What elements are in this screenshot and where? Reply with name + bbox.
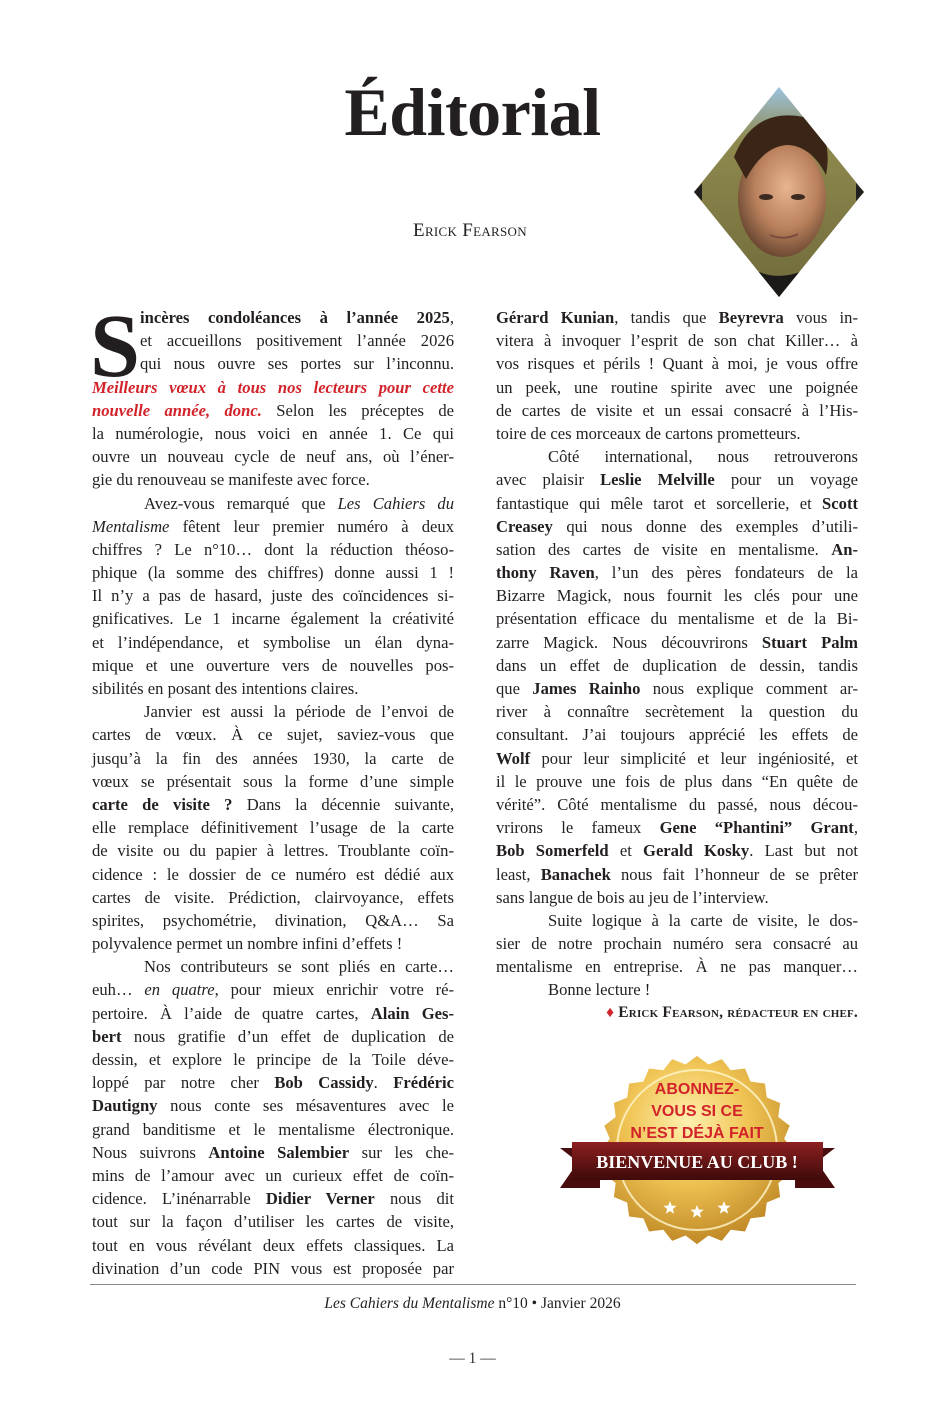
text-line [496, 631, 858, 654]
text-run: gie du renouveau se manifeste avec force. [92, 470, 370, 490]
text-run: , [853, 818, 858, 838]
text-run: un peek, une routine spirite avec une poignée [496, 377, 858, 397]
text-run: et l’indépendance, et symbolise un élan dyna- [92, 632, 454, 652]
left-column [90, 297, 455, 1280]
text-run: , l’un des pères fondateurs de la [594, 563, 858, 583]
badge-line-1: ABONNEZ- [654, 1081, 740, 1098]
text-line [92, 909, 454, 932]
text-line [496, 607, 858, 630]
bold-text: Bob Cassidy [274, 1073, 374, 1093]
text-line [92, 932, 454, 955]
bold-text: Bob Somerfeld [496, 841, 609, 861]
bold-text: James Rainho [532, 679, 641, 698]
text-line [496, 399, 858, 422]
page-title: Éditorial [344, 74, 601, 150]
text-run: chiffres ? Le n°10… dont la réduction théoso- [92, 539, 454, 559]
italic-text: en quatre [144, 980, 215, 1000]
diamond-icon: ♦ [606, 1004, 615, 1021]
text-run: euh… [92, 980, 145, 1000]
text-run: . Last but not [749, 841, 858, 861]
text-run: la numérologie, nous voici en année 1. Ce qui [92, 423, 454, 443]
bold-text: Gerald Kosky [643, 841, 750, 861]
text-line [496, 909, 858, 932]
magazine-name: Les Cahiers du Mentalisme [324, 1295, 495, 1312]
text-line [496, 561, 858, 584]
highlight-text: nouvelle année, donc. [92, 400, 262, 420]
text-line [496, 445, 858, 468]
text-run: tout sur la façon d’utiliser les cartes de visite, [92, 1212, 454, 1232]
bold-text: Alain Ges- [370, 1003, 454, 1023]
text-run: Janvier est aussi la période de l’envoi de [144, 702, 454, 722]
signature [496, 1004, 858, 1022]
text-line [496, 492, 858, 515]
text-run: sation des cartes de visite en mentalisme. [496, 539, 832, 559]
text-run: least, [496, 864, 541, 884]
drop-cap: S [90, 297, 141, 396]
text-run: Il n’y a pas de hasard, juste des coïncidences si- [92, 586, 454, 606]
text-run: et accueillons positivement l’année 2026 [140, 331, 454, 351]
text-run: pertoire. À l’aide de quatre cartes, [92, 1003, 371, 1023]
text-run: jusqu’à la fin des années 1930, la carte de [92, 748, 454, 768]
author-byline: Erick Fearson [413, 220, 527, 241]
text-line [92, 700, 454, 723]
text-line [92, 747, 454, 770]
text-line [92, 631, 454, 654]
text-line [92, 538, 454, 561]
text-run: sier de notre prochain numéro sera consacré au [496, 934, 858, 954]
text-run: Côté international, nous retrouverons [548, 447, 858, 467]
text-line [92, 863, 454, 886]
text-line [496, 515, 858, 538]
text-run: Suite logique à la carte de visite, le dos- [548, 910, 858, 930]
text-run: et [608, 841, 644, 861]
text-line [92, 723, 454, 746]
bold-text: Dautigny [92, 1096, 158, 1116]
text-line [496, 422, 858, 445]
text-line [496, 747, 858, 770]
bold-text: Antoine Salembier [208, 1142, 350, 1162]
text-line [92, 793, 454, 816]
text-line [92, 422, 454, 445]
bold-text: carte de visite ? [92, 794, 233, 814]
text-line [496, 932, 858, 955]
text-run: , [449, 308, 454, 327]
text-line [92, 561, 454, 584]
text-run: sans langue de bois au jeu de l’interview. [496, 887, 769, 907]
text-run: Avez-vous remarqué que [144, 493, 338, 513]
bold-text: Banachek [540, 864, 611, 884]
text-run: de cartes de visite et un essai consacré à l’His- [496, 400, 858, 420]
text-line [92, 1164, 454, 1187]
text-line [92, 1234, 454, 1257]
text-line [92, 306, 454, 329]
text-line [496, 306, 858, 329]
text-run: sibilités en posant des intentions claires. [92, 679, 359, 698]
text-run: tout en vous révélant deux effets classiques. La [92, 1235, 454, 1255]
bold-text: An- [831, 539, 858, 559]
text-run: gnificatives. Le 1 incarne également la créativité [92, 609, 454, 629]
text-line [496, 376, 858, 399]
text-line [92, 654, 454, 677]
text-run: river à connaître secrètement la question du [496, 702, 858, 722]
text-run: sur les che- [349, 1142, 455, 1162]
text-run: cidence : le dossier de ce numéro est dédié aux [92, 864, 454, 884]
text-line [92, 376, 454, 399]
text-run: . [373, 1073, 394, 1093]
text-line [496, 538, 858, 561]
text-run: toire de ces morceaux de cartons prometteurs. [496, 423, 801, 443]
page-number: — 1 — [449, 1350, 496, 1367]
text-line [92, 1118, 454, 1141]
text-line [92, 492, 454, 515]
highlight-text: Meilleurs vœux à tous nos lecteurs pour cette [92, 377, 454, 397]
text-line [92, 978, 454, 1001]
text-run: elle remplace définitivement l’usage de la carte [92, 818, 454, 838]
text-run: pour leur simplicité et leur ingéniosité, et [530, 748, 858, 768]
text-run: dans un effet de duplication de dessin, tandis [496, 655, 858, 675]
text-line [92, 515, 454, 538]
text-line [92, 352, 454, 375]
text-line [92, 1094, 454, 1117]
text-run: loppé par notre cher [92, 1073, 275, 1093]
text-run: grand banditisme et le mentalisme électronique. [92, 1119, 454, 1139]
text-run: , pour mieux enrichir votre ré- [214, 980, 454, 1000]
text-run: nous gratifie d’un effet de duplication de [121, 1026, 454, 1046]
bold-text: Beyrevra [718, 308, 784, 327]
text-line [92, 399, 454, 422]
text-line [92, 1025, 454, 1048]
text-line [496, 700, 858, 723]
text-run: de visite ou du papier à lettres. Troublante coïn- [92, 841, 454, 861]
bold-text: Didier Verner [265, 1189, 375, 1209]
text-run: Dans la décennie suivante, [232, 794, 454, 814]
text-line [496, 863, 858, 886]
text-run: fantastique qui mêle tarot et sorcellerie, et [496, 493, 823, 513]
footer-rule [90, 1284, 856, 1285]
text-line [92, 329, 454, 352]
text-line [92, 445, 454, 468]
text-run: qui nous donne des exemples d’utili- [552, 516, 858, 536]
bold-text: Gérard Kunian [496, 308, 615, 327]
text-line [496, 723, 858, 746]
author-portrait [694, 87, 864, 297]
text-line [92, 468, 454, 491]
bold-text: bert [92, 1026, 122, 1046]
text-run: nous explique comment ar- [640, 679, 858, 698]
text-run: dessin, et explore le principe de la Toile déve- [92, 1050, 454, 1069]
badge-line-3: N’EST DÉJÀ FAIT [630, 1125, 764, 1142]
text-line [496, 839, 858, 862]
bold-text: Wolf [496, 748, 531, 768]
text-line [92, 886, 454, 909]
text-line [92, 677, 454, 700]
text-run: pour un voyage [714, 470, 858, 490]
text-run: Selon les préceptes de [261, 400, 454, 420]
italic-text: Les Cahiers du [337, 493, 454, 513]
text-run: mins de l’amour avec un curieux effet de coïn- [92, 1165, 454, 1185]
bold-text: thony Raven [496, 563, 595, 583]
text-line [496, 886, 858, 909]
text-line [92, 816, 454, 839]
text-run: nous conte ses mésaventures avec le [157, 1096, 454, 1116]
text-run: mentalisme en entreprise. À ne pas manquer… [496, 957, 858, 977]
text-run: vrirons le fameux [496, 818, 660, 838]
text-line [92, 1210, 454, 1233]
text-line [92, 1187, 454, 1210]
text-run: fêtent leur premier numéro à deux [169, 516, 454, 536]
text-line [496, 468, 858, 491]
text-line [92, 607, 454, 630]
text-run: , tandis que [614, 308, 719, 327]
text-line [496, 816, 858, 839]
text-run: ouvre un nouveau cycle de neuf ans, où l’éner- [92, 447, 454, 467]
bold-text: Creasey [496, 516, 553, 536]
text-line [92, 1002, 454, 1025]
text-run: mique et une ouverture vers de nouvelles pos- [92, 655, 454, 675]
text-line [496, 654, 858, 677]
text-run: vitera à invoquer l’esprit de son chat Killer… à [496, 331, 858, 351]
text-line [92, 770, 454, 793]
bold-text: Leslie Melville [600, 470, 715, 490]
text-line [92, 1048, 454, 1071]
text-line [496, 793, 858, 816]
text-run: vérité”. Côté mentalisme du passé, nous décou- [496, 794, 858, 814]
text-run: qui nous ouvre ses portes sur l’inconnu. [140, 354, 454, 374]
text-run: que [496, 679, 533, 698]
text-line [496, 329, 858, 352]
bold-text: Frédéric [393, 1073, 455, 1093]
text-run: cidence. L’inénarrable [92, 1189, 266, 1209]
badge-line-2: VOUS SI CE [651, 1103, 743, 1120]
text-line [92, 839, 454, 862]
subscribe-badge[interactable] [560, 1050, 835, 1245]
text-line [92, 955, 454, 978]
text-line [496, 978, 858, 1001]
footer [0, 1295, 945, 1313]
text-run: vos risques et périls ! Quant à moi, je vous offre [496, 354, 858, 374]
issue-info: n°10 • Janvier 2026 [494, 1295, 621, 1312]
text-run: cartes de vœux. À ce sujet, saviez-vous que [92, 725, 454, 745]
text-line [496, 352, 858, 375]
text-line [92, 1141, 454, 1164]
text-run: cartes de visite. Prédiction, clairvoyance, effets [92, 887, 454, 907]
bold-text: Gene “Phantini” Grant [659, 818, 854, 838]
text-run: Bizarre Magick, nous fournit les clés pour une [496, 586, 858, 606]
text-run: nous dit [374, 1189, 454, 1209]
right-column [496, 306, 858, 1002]
text-line [496, 770, 858, 793]
text-run: polyvalence permet un nombre infini d’effets ! [92, 934, 403, 954]
text-run: divination d’un code PIN vous est proposée par [92, 1258, 454, 1278]
text-line [92, 1071, 454, 1094]
text-line [496, 584, 858, 607]
bold-text: incères condoléances à l’année 2025 [140, 308, 450, 327]
text-run: avec plaisir [496, 470, 601, 490]
signature-text: Erick Fearson, rédacteur en chef. [618, 1004, 858, 1021]
text-run: Nos contributeurs se sont pliés en carte… [144, 957, 454, 977]
text-line [496, 955, 858, 978]
bold-text: Stuart Palm [761, 632, 859, 652]
text-run: consultant. J’ai toujours apprécié les effets de [496, 725, 858, 745]
ribbon-text: BIENVENUE AU CLUB ! [596, 1152, 798, 1172]
text-line [496, 677, 858, 700]
text-run: Bonne lecture ! [548, 980, 651, 1000]
bold-text: Scott [822, 493, 858, 513]
text-run: Nous suivrons [92, 1142, 209, 1162]
text-line [92, 584, 454, 607]
text-run: nous fait l’honneur de se prêter [610, 864, 858, 884]
text-run: spirites, psychométrie, divination, Q&A… Sa [92, 910, 454, 930]
text-run: présentation efficace du mentalisme et de la Bi- [496, 609, 858, 629]
text-run: il le prouve une fois de plus dans “En quête de [496, 771, 858, 791]
text-run: vous in- [783, 308, 858, 327]
italic-text: Mentalisme [92, 516, 170, 536]
text-run: vœux se présentait sous la forme d’une simple [92, 771, 454, 791]
text-run: phique (la somme des chiffres) donne aussi 1 ! [92, 563, 454, 583]
text-run: zarre Magick. Nous découvrirons [496, 632, 762, 652]
text-line [92, 1257, 454, 1280]
